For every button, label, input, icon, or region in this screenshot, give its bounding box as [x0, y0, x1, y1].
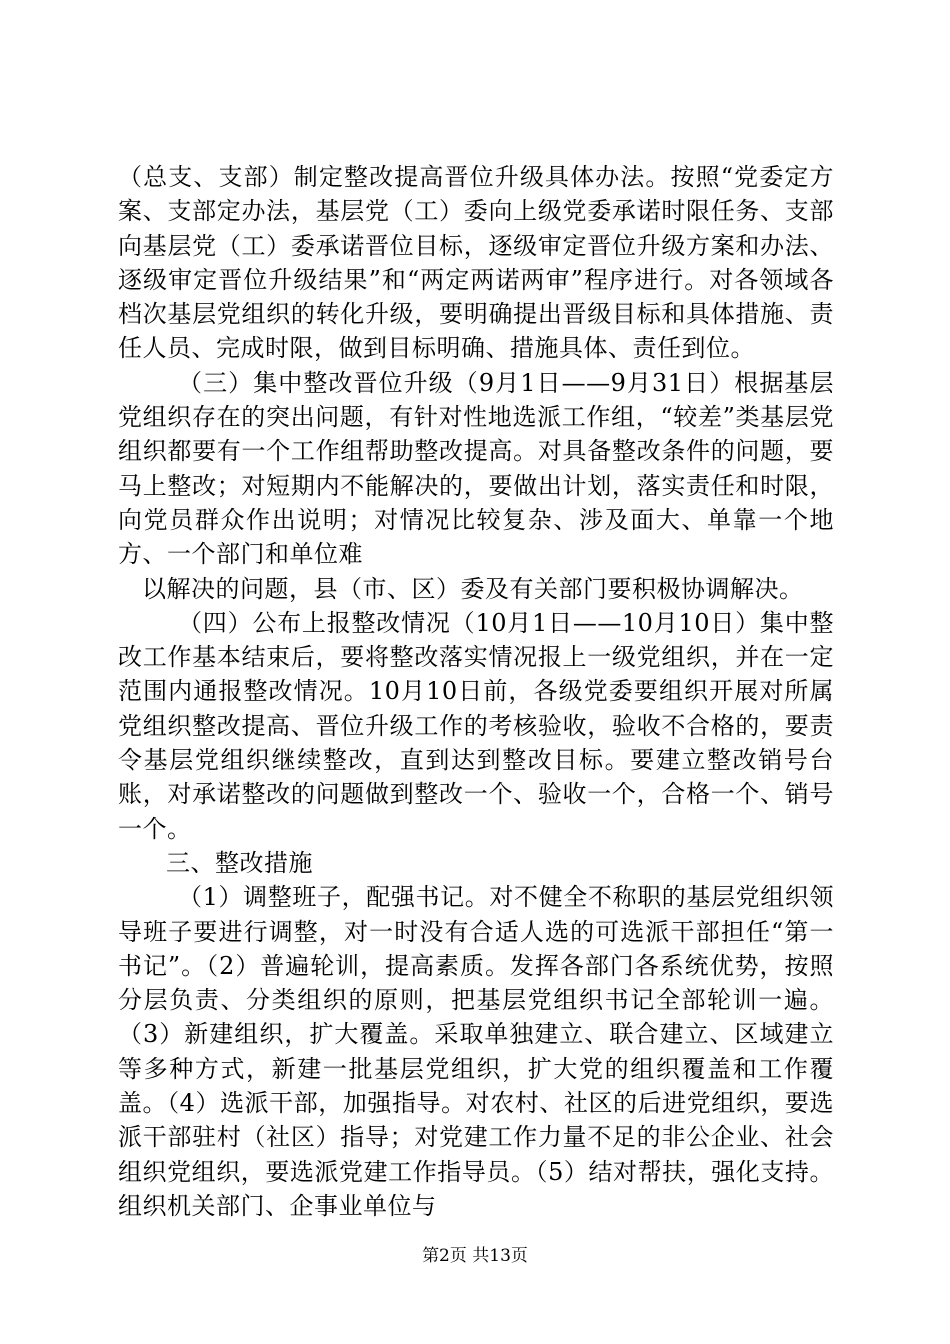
- page-footer: 第2页 共13页: [422, 1246, 528, 1266]
- paragraph-continuation: （总支、支部）制定整改提高晋位升级具体办法。按照“党委定方案、支部定办法，基层党（工）委向上级党委承诺时限任务、支部向基层党（工）委承诺晋位目标，逐级审定晋位升级方案和办法、逐级审定晋位升级结果”和“两定两诺两审”程序进行。对各领域各档次基层党组织的转化升级，要明确提出晋级目标和具体措施、责任人员、完成时限，做到目标明确、措施具体、责任到位。: [118, 163, 834, 363]
- paragraph-measures: （1）调整班子，配强书记。对不健全不称职的基层党组织领导班子要进行调整，对一时没有合适人选的可选派干部担任“第一书记”。（2）普遍轮训，提高素质。发挥各部门各系统优势，按照分层负责、分类组织的原则，把基层党组织书记全部轮训一遍。（3）新建组织，扩大覆盖。采取单独建立、联合建立、区域建立等多种方式，新建一批基层党组织，扩大党的组织覆盖和工作覆盖。（4）选派干部，加强指导。对农村、社区的后进党组织，要选派干部驻村（社区）指导；对党建工作力量不足的非公企业、社会组织党组织，要选派党建工作指导员。（5）结对帮扶，强化支持。组织机关部门、企事业单位与: [118, 883, 834, 1220]
- paragraph-section-three-end: 以解决的问题，县（市、区）委及有关部门要积极协调解决。: [142, 574, 804, 603]
- paragraph-section-four: （四）公布上报整改情况（10月1日——10月10日）集中整改工作基本结束后，要将整改落实情况报上一级党组织，并在一定范围内通报整改情况。10月10日前，各级党委要组织开展对所属党组织整改提高、晋位升级工作的考核验收，验收不合格的，要责令基层党组织继续整改，直到达到整改目标。要建立整改销号台账，对承诺整改的问题做到整改一个、验收一个，合格一个、销号一个。: [118, 608, 834, 843]
- section-heading-measures: 三、整改措施: [166, 848, 313, 877]
- document-body: [118, 160, 834, 1223]
- paragraph-section-three: （三）集中整改晋位升级（9月1日——9月31日）根据基层党组织存在的突出问题，有针对性地选派工作组，“较差”类基层党组织都要有一个工作组帮助整改提高。对具备整改条件的问题，要马上整改；对短期内不能解决的，要做出计划，落实责任和时限，向党员群众作出说明；对情况比较复杂、涉及面大、单靠一个地方、一个部门和单位难: [118, 368, 834, 569]
